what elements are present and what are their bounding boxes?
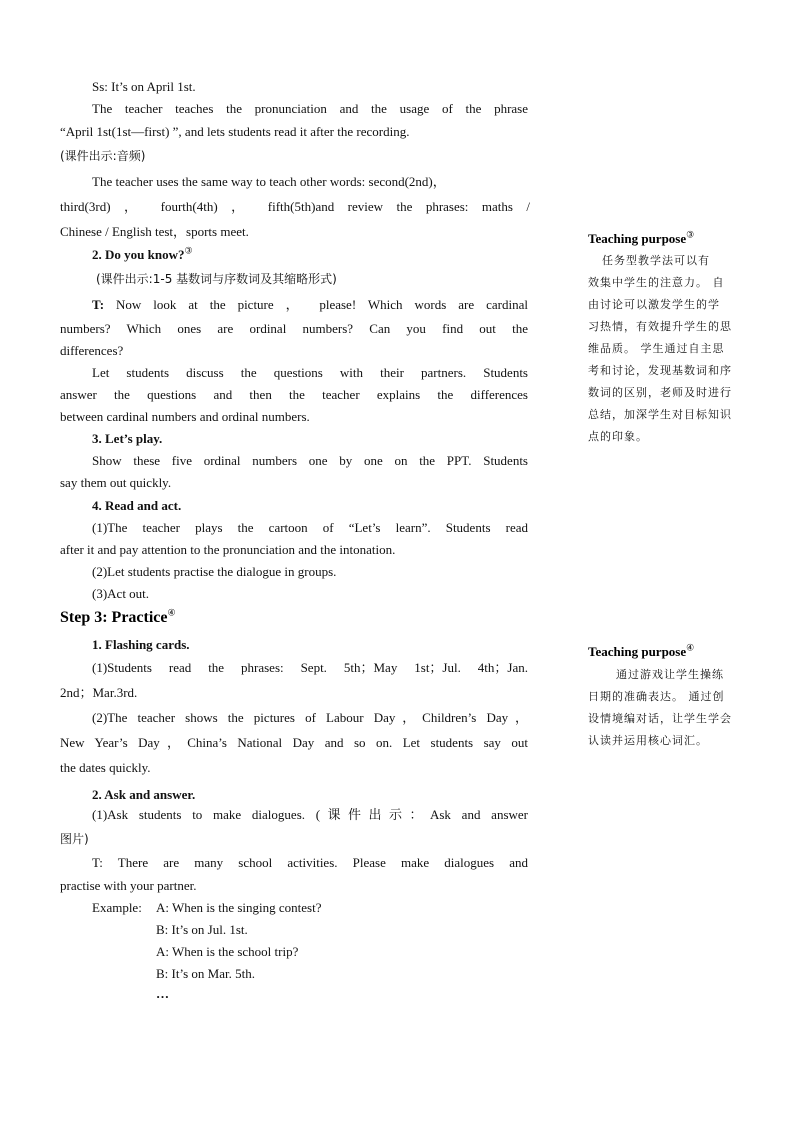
paragraph-line: (1)The teacher plays the cartoon of “Let’s learn”. Students read <box>92 520 528 535</box>
paragraph-line: “April 1st(1st—first) ”, and lets students read it after the recording. <box>60 124 410 139</box>
teaching-purpose-line: 数词的区别，老师及时进行 <box>588 386 732 399</box>
paragraph-line: numbers? Which ones are ordinal numbers? Can you find out the <box>60 321 528 336</box>
heading-ask-and-answer: 2. Ask and answer. <box>92 787 196 802</box>
teaching-purpose-line: 任务型教学法可以有 <box>602 254 710 267</box>
paragraph-line: 图片) <box>60 832 89 846</box>
teaching-purpose-line: 设情境编对话，让学生学会 <box>588 712 732 725</box>
dialogue-line: B: It’s on Mar. 5th. <box>156 966 255 981</box>
paragraph-line: The teacher teaches the pronunciation and the usage of the phrase <box>92 101 528 116</box>
dialogue-line: A: When is the singing contest? <box>156 900 322 915</box>
courseware-note: (课件出示:1-5 基数词与序数词及其缩略形式) <box>96 272 337 286</box>
teaching-purpose-title: Teaching purpose④ <box>588 642 695 659</box>
paragraph-line: Let students discuss the questions with their partners. Students <box>92 365 528 380</box>
paragraph-line: Now look at the picture ， please! Which words are cardinal <box>116 297 528 312</box>
teaching-purpose-line: 点的印象。 <box>588 430 648 443</box>
paragraph-line: 2nd；Mar.3rd. <box>60 685 138 700</box>
paragraph-line: Chinese / English test，sports meet. <box>60 224 249 239</box>
line-answer: Ss: It’s on April 1st. <box>92 79 196 94</box>
dialogue-line: A: When is the school trip? <box>156 944 299 959</box>
paragraph-line: say them out quickly. <box>60 475 172 490</box>
teaching-purpose-line: 维品质。 学生通过自主思 <box>588 342 725 355</box>
teaching-purpose-line: 效集中学生的注意力。 自 <box>588 276 725 289</box>
heading-do-you-know: 2. Do you know?③ <box>92 245 193 262</box>
dialogue-line: B: It’s on Jul. 1st. <box>156 922 248 937</box>
paragraph-line: practise with your partner. <box>60 878 197 893</box>
speaker-label: T: <box>92 297 105 312</box>
paragraph-line: between cardinal numbers and ordinal numbers. <box>60 409 310 424</box>
teaching-purpose-line: 认读并运用核心词汇。 <box>588 734 708 747</box>
paragraph-line: the dates quickly. <box>60 760 151 775</box>
paragraph-line: (3)Act out. <box>92 586 150 601</box>
paragraph-line: (1)Ask students to make dialogues. (课件出示：Ask and answer <box>92 807 528 822</box>
paragraph-line: (1)Students read the phrases: Sept. 5th；May 1st；Jul. 4th；Jan. <box>92 660 528 675</box>
teaching-purpose-line: 日期的准确表达。 通过创 <box>588 690 725 703</box>
teaching-purpose-title: Teaching purpose③ <box>588 229 695 246</box>
paragraph-line: The teacher uses the same way to teach other words: second(2nd)， <box>92 174 446 189</box>
paragraph-line: differences? <box>60 343 124 358</box>
paragraph-line: Show these five ordinal numbers one by one on the PPT. Students <box>92 453 528 468</box>
heading-read-and-act: 4. Read and act. <box>92 498 182 513</box>
teaching-purpose-line: 通过游戏让学生操练 <box>616 668 724 681</box>
paragraph-line: answer the questions and then the teacher explains the differences <box>60 387 528 402</box>
teaching-purpose-line: 总结，加深学生对目标知识 <box>588 408 732 421</box>
paragraph-line: third(3rd) ， fourth(4th) ， fifth(5th)and review the phrases: maths / <box>60 199 530 214</box>
step-heading: Step 3: Practice④ <box>60 607 176 626</box>
paragraph-line: T: There are many school activities. Please make dialogues and <box>92 855 528 870</box>
teaching-purpose-line: 习热情，有效提升学生的思 <box>588 320 732 333</box>
paragraph-line: New Year’s Day，China’s National Day and so on. Let students say out <box>60 735 528 750</box>
example-label: Example: <box>92 900 142 915</box>
ellipsis: … <box>156 986 169 1001</box>
teaching-purpose-line: 考和讨论，发现基数词和序 <box>588 364 732 377</box>
paragraph-line: after it and pay attention to the pronunciation and the intonation. <box>60 542 396 557</box>
paragraph-line: (2)The teacher shows the pictures of Labour Day，Children’s Day， <box>92 710 528 725</box>
heading-flashing-cards: 1. Flashing cards. <box>92 637 190 652</box>
paragraph-line: (2)Let students practise the dialogue in groups. <box>92 564 337 579</box>
teaching-purpose-line: 由讨论可以激发学生的学 <box>588 298 720 311</box>
heading-lets-play: 3. Let’s play. <box>92 431 163 446</box>
courseware-note: (课件出示:音频) <box>60 149 146 163</box>
